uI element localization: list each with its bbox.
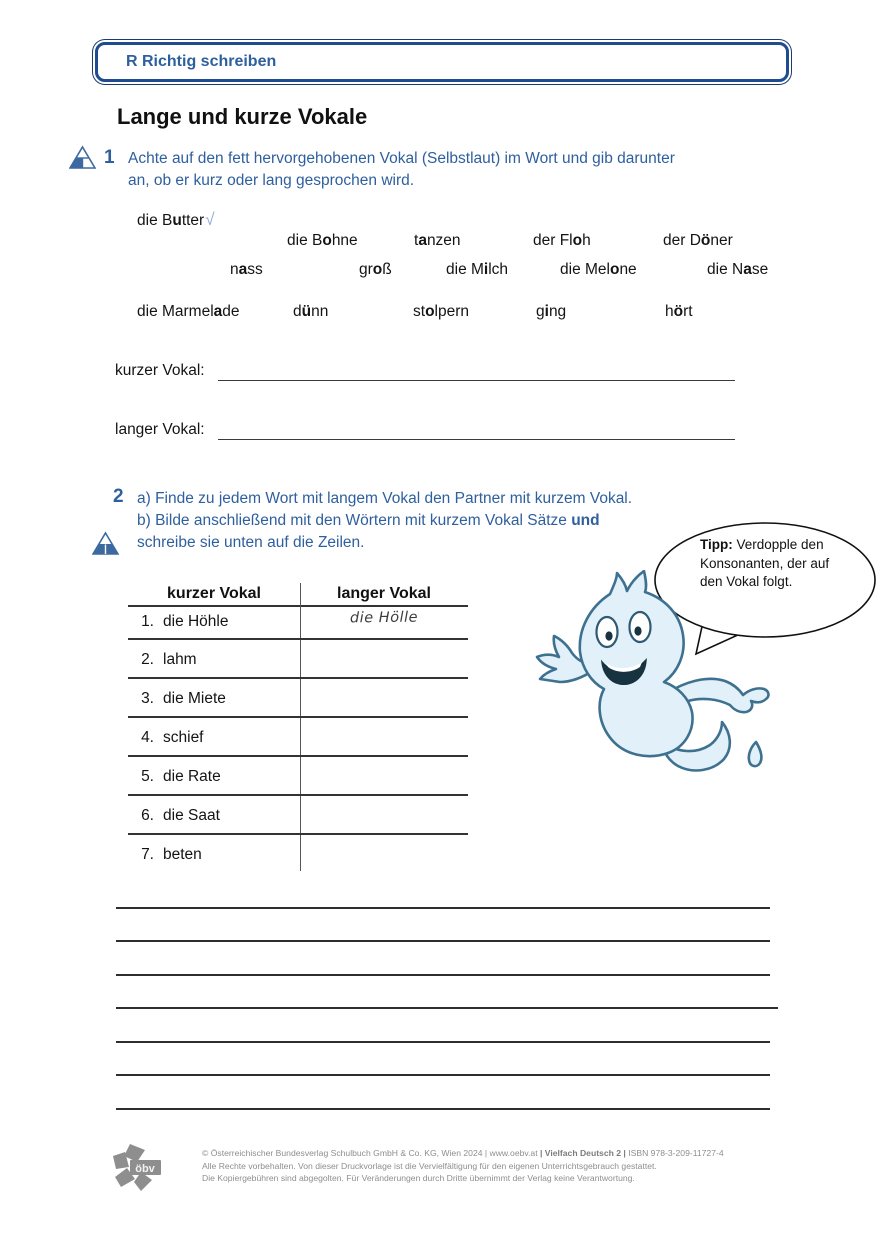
footer-line3: Die Kopiergebühren sind abgegolten. Für Veränderungen durch Dritte übernimmt der Verlag keine Verantwortung. [202,1173,635,1184]
table-rule [128,755,468,757]
writing-line[interactable] [116,1007,778,1009]
word-gross: groß [359,261,392,278]
task1-instruction-line1: Achte auf den fett hervorgehobenen Vokal (Selbstlaut) im Wort und gib darunter [128,150,675,167]
table-rule [128,605,468,607]
table-row: 4. schief [141,729,204,746]
short-vowel-label: kurzer Vokal: [115,362,205,379]
footer-line1: © Österreichischer Bundesverlag Schulbuch GmbH & Co. KG, Wien 2024 | www.oebv.at | Vielfach Deutsch 2 | ISBN 978-3-209-11727-4 [202,1148,724,1158]
table-rule [128,677,468,679]
word-der-doener: der Döner [663,232,733,249]
task2-instruction-a: a) Finde zu jedem Wort mit langem Vokal den Partner mit kurzem Vokal. [137,490,633,507]
chapter-header-box [95,42,789,82]
ghost-mascot-illustration [528,570,788,785]
page-title: Lange und kurze Vokale [117,104,368,129]
word-ging: ging [536,303,567,320]
table-rule [128,794,468,796]
writing-line[interactable] [116,974,770,976]
footer-copyright [202,1147,762,1185]
writing-line[interactable] [116,907,770,909]
task2-instruction-c: schreibe sie unten auf die Zeilen. [137,534,365,551]
task2-number: 2 [113,486,124,507]
word-tanzen: tanzen [414,232,461,249]
tip-label: Tipp: [700,537,733,552]
difficulty-level-2-icon [92,531,119,556]
writing-line[interactable] [116,940,770,942]
table-answer-cell[interactable]: die Hölle [349,609,419,627]
chapter-header-label: R Richtig schreiben [126,53,277,70]
word-die-milch: die Milch [446,261,509,278]
short-vowel-answer-line[interactable] [218,379,735,381]
word-duenn: dünn [293,303,329,320]
table-rule [128,716,468,718]
writing-line[interactable] [116,1108,770,1110]
word-die-nase: die Nase [707,261,769,278]
svg-text:öbv: öbv [135,1163,155,1175]
oebv-logo [110,1141,164,1193]
table-header-long: langer Vokal [337,585,431,602]
table-row: 6. die Saat [141,807,220,824]
table-row: 5. die Rate [141,768,221,785]
table-rule [128,833,468,835]
tip-text: Tipp: Verdopple den Konsonanten, der auf den Vokal folgt. [700,537,830,589]
footer-line2: Alle Rechte vorbehalten. Von dieser Druckvorlage ist die Vervielfältigung für den eigenen Unterrichtsgebrauch gestattet. [202,1160,657,1171]
long-vowel-label: langer Vokal: [115,421,205,438]
task1-number: 1 [104,147,115,168]
table-header-short: kurzer Vokal [167,585,261,602]
word-nass: nass [230,261,263,278]
word-die-butter: die Butter√ [137,210,215,229]
long-vowel-answer-line[interactable] [218,438,735,440]
writing-line[interactable] [116,1074,770,1076]
word-die-melone: die Melone [560,261,637,278]
table-row: 2. lahm [141,651,197,668]
difficulty-level-1-icon [69,145,96,170]
table-row: 3. die Miete [141,690,226,707]
word-die-bohne: die Bohne [287,232,358,249]
writing-line[interactable] [116,1041,770,1043]
task1-instruction-line2: an, ob er kurz oder lang gesprochen wird. [128,172,415,189]
word-der-floh: der Floh [533,232,591,249]
task2-instruction-b: b) Bilde anschließend mit den Wörtern mit kurzem Vokal Sätze und [137,512,600,529]
word-die-marmelade: die Marmelade [137,303,240,320]
table-row: 1. die Höhle [141,613,229,630]
table-rule [128,638,468,640]
word-stolpern: stolpern [413,303,469,320]
table-row: 7. beten [141,846,202,863]
checkmark-icon: √ [205,210,215,229]
word-hoert: hört [665,303,693,320]
table-divider [300,583,301,871]
